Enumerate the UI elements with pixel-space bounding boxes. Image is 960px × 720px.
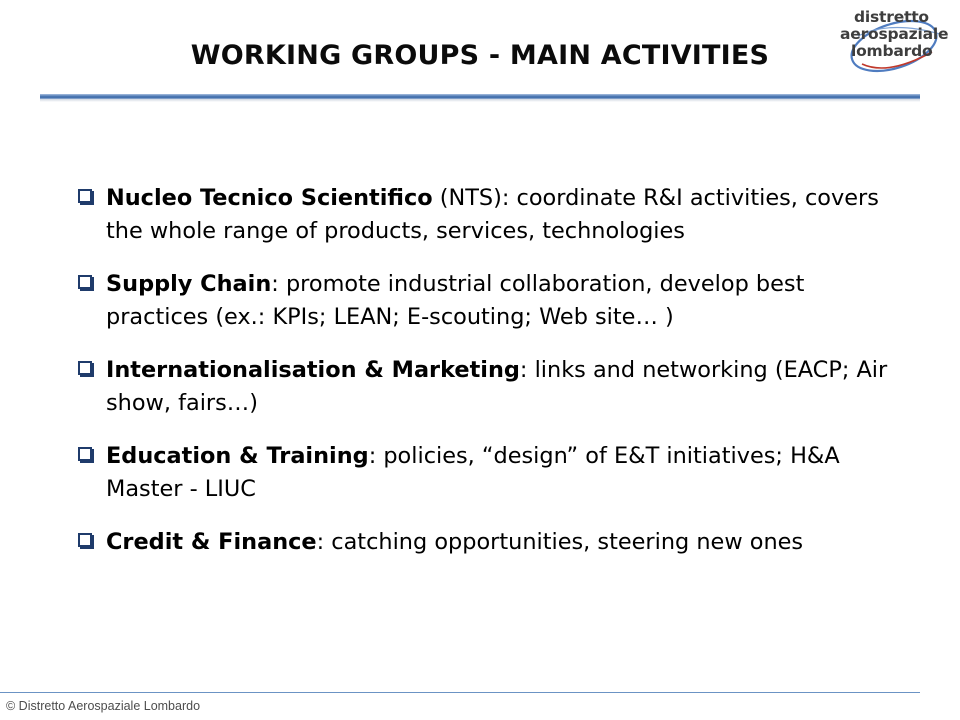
logo-text-aerospaziale: aerospaziale (840, 25, 949, 43)
bullet-item-supply-chain (78, 268, 908, 334)
checkbox-bullet-icon (78, 275, 92, 289)
bullet-text: (NTS): coordinate R&I activities, covers the whole range of products, services, technologies (106, 185, 879, 244)
footer-copyright: © Distretto Aerospaziale Lombardo (6, 699, 201, 713)
checkbox-bullet-icon (78, 447, 92, 461)
checkbox-bullet-icon (78, 361, 92, 375)
bullet-text: : policies, “design” of E&T initiatives; H&A Master - LIUC (106, 443, 840, 502)
bullet-heading: Internationalisation & Marketing (106, 357, 520, 383)
bullet-list (78, 182, 908, 579)
checkbox-bullet-icon (78, 533, 92, 547)
bullet-item-internationalisation (78, 354, 908, 420)
checkbox-bullet-icon (78, 189, 92, 203)
bullet-text: : links and networking (EACP; Air show, fairs…) (106, 357, 888, 416)
bullet-text: : catching opportunities, steering new ones (316, 529, 804, 555)
bullet-text: : promote industrial collaboration, develop best practices (ex.: KPIs; LEAN; E-scouting; Web site… ) (106, 271, 805, 330)
bullet-heading: Credit & Finance (106, 529, 317, 555)
bullet-heading: Supply Chain (106, 271, 272, 297)
bullet-item-credit-finance (78, 526, 908, 559)
slide-title: WORKING GROUPS - MAIN ACTIVITIES (190, 40, 770, 71)
footer-divider (0, 692, 920, 693)
logo-text-distretto: distretto (854, 8, 929, 26)
bullet-item-education (78, 440, 908, 506)
bullet-item-nts (78, 182, 908, 248)
title-underline-shadow (40, 99, 920, 102)
bullet-heading: Nucleo Tecnico Scientifico (106, 185, 433, 211)
logo-text-lombardo: lombardo (851, 42, 933, 60)
bullet-heading: Education & Training (106, 443, 369, 469)
